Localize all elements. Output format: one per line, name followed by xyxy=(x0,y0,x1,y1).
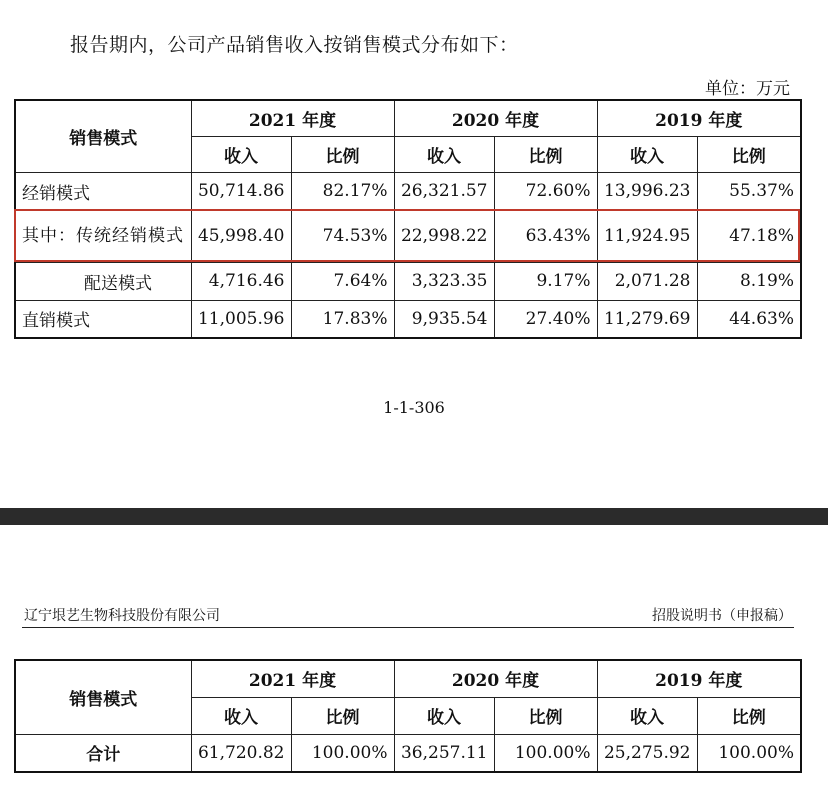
cell-value: 50,714.86 xyxy=(191,172,291,210)
sub-header-revenue: 收入 xyxy=(394,136,494,172)
cell-value: 11,005.96 xyxy=(191,300,291,338)
year-header-2020: 2020 年度 xyxy=(394,100,597,136)
header-rule xyxy=(22,627,794,628)
sub-header-revenue: 收入 xyxy=(394,697,494,734)
total-row xyxy=(15,734,801,772)
table-row xyxy=(15,172,801,210)
sub-header-ratio: 比例 xyxy=(494,697,597,734)
row-mode: 配送模式 xyxy=(15,262,191,300)
sub-header-revenue: 收入 xyxy=(191,697,291,734)
cell-value: 100.00% xyxy=(494,734,597,772)
cell-value: 2,071.28 xyxy=(597,262,697,300)
sales-mode-total-table xyxy=(14,659,802,773)
cell-value: 4,716.46 xyxy=(191,262,291,300)
cell-value: 82.17% xyxy=(291,172,394,210)
sub-header-revenue: 收入 xyxy=(597,136,697,172)
cell-value: 72.60% xyxy=(494,172,597,210)
year-header-2021: 2021 年度 xyxy=(191,660,394,697)
cell-value: 63.43% xyxy=(494,210,597,262)
table-row xyxy=(15,300,801,338)
page-divider xyxy=(0,508,828,525)
year-header-2020: 2020 年度 xyxy=(394,660,597,697)
document-type: 招股说明书（申报稿） xyxy=(652,608,792,624)
page-number: 1-1-306 xyxy=(383,398,445,417)
year-header-2019: 2019 年度 xyxy=(597,660,801,697)
cell-value: 100.00% xyxy=(291,734,394,772)
table-row xyxy=(15,262,801,300)
cell-value: 27.40% xyxy=(494,300,597,338)
sub-header-revenue: 收入 xyxy=(191,136,291,172)
row-mode: 经销模式 xyxy=(15,172,191,210)
cell-value: 11,924.95 xyxy=(597,210,697,262)
sub-header-ratio: 比例 xyxy=(697,697,801,734)
cell-value: 74.53% xyxy=(291,210,394,262)
year-header-2021: 2021 年度 xyxy=(191,100,394,136)
cell-value: 7.64% xyxy=(291,262,394,300)
cell-value: 47.18% xyxy=(697,210,801,262)
sub-header-ratio: 比例 xyxy=(291,697,394,734)
row-mode: 其中：传统经销模式 xyxy=(15,210,191,262)
sub-header-ratio: 比例 xyxy=(494,136,597,172)
mode-header: 销售模式 xyxy=(15,100,191,172)
cell-value: 8.19% xyxy=(697,262,801,300)
cell-value: 55.37% xyxy=(697,172,801,210)
cell-value: 11,279.69 xyxy=(597,300,697,338)
cell-value: 9.17% xyxy=(494,262,597,300)
cell-value: 44.63% xyxy=(697,300,801,338)
cell-value: 36,257.11 xyxy=(394,734,494,772)
cell-value: 13,996.23 xyxy=(597,172,697,210)
sales-mode-table xyxy=(14,99,802,339)
sub-header-ratio: 比例 xyxy=(291,136,394,172)
sub-header-revenue: 收入 xyxy=(597,697,697,734)
intro-text: 报告期内，公司产品销售收入按销售模式分布如下： xyxy=(70,34,519,56)
company-name: 辽宁垠艺生物科技股份有限公司 xyxy=(24,608,220,624)
cell-value: 26,321.57 xyxy=(394,172,494,210)
unit-label: 单位：万元 xyxy=(705,79,790,99)
cell-value: 9,935.54 xyxy=(394,300,494,338)
cell-value: 3,323.35 xyxy=(394,262,494,300)
row-mode: 直销模式 xyxy=(15,300,191,338)
cell-value: 25,275.92 xyxy=(597,734,697,772)
sub-header-ratio: 比例 xyxy=(697,136,801,172)
cell-value: 22,998.22 xyxy=(394,210,494,262)
cell-value: 17.83% xyxy=(291,300,394,338)
cell-value: 100.00% xyxy=(697,734,801,772)
year-header-2019: 2019 年度 xyxy=(597,100,801,136)
cell-value: 45,998.40 xyxy=(191,210,291,262)
mode-header: 销售模式 xyxy=(15,660,191,734)
row-mode: 合计 xyxy=(15,734,191,772)
cell-value: 61,720.82 xyxy=(191,734,291,772)
table-row xyxy=(15,210,801,262)
